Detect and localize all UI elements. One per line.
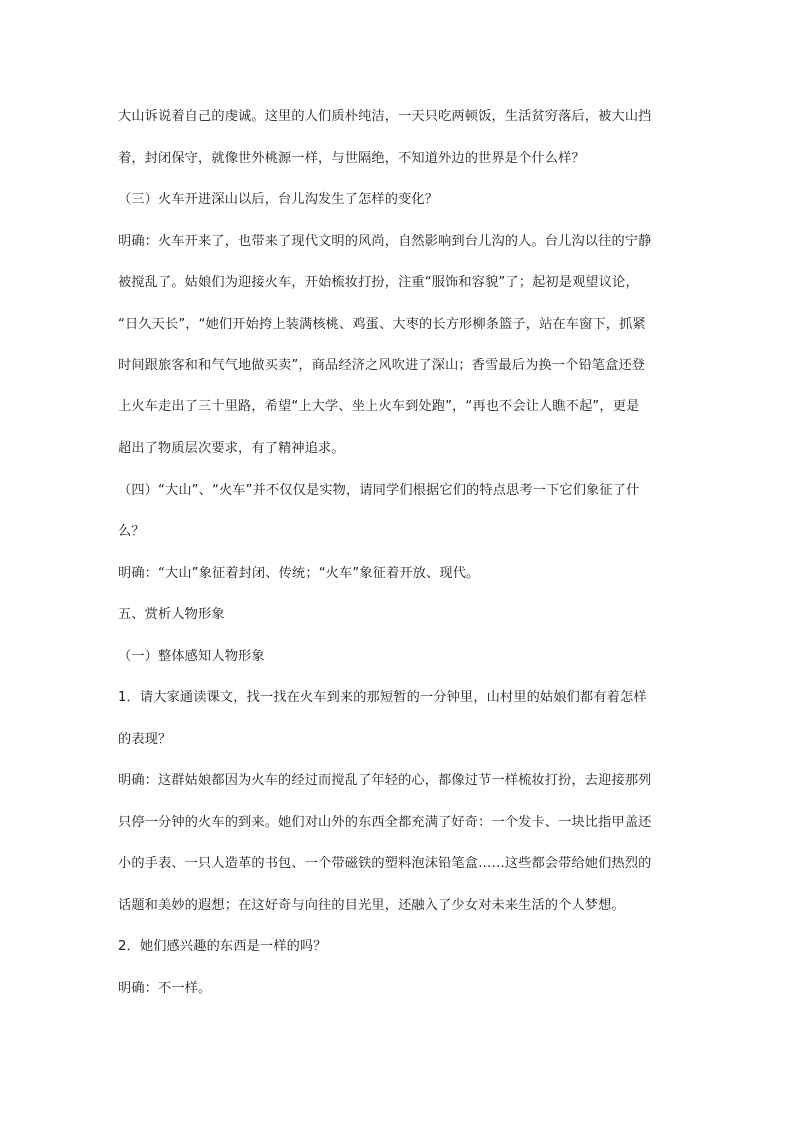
- text-line: 明确：“大山”象征着封闭、传统；“火车”象征着开放、现代。: [118, 566, 480, 581]
- text-line: 被搅乱了。姑娘们为迎接火车，开始梳妆打扮，注重“服饰和容貌”了；起初是观望议论，: [118, 275, 639, 290]
- text-line: 只停一分钟的火车的到来。她们对山外的东西全都充满了好奇：一个发卡、一块比指甲盖还: [118, 815, 652, 830]
- text-line: 么？: [118, 524, 145, 539]
- text-line: 明确：不一样。: [118, 981, 212, 996]
- text-line: 话题和美妙的遐想；在这好奇与向往的目光里，还融入了少女对未来生活的个人梦想。: [118, 898, 625, 913]
- text-line: 明确：火车开来了，也带来了现代文明的风尚，自然影响到台儿沟的人。台儿沟以往的宁静: [118, 234, 652, 249]
- section-heading: （一）整体感知人物形象: [118, 649, 265, 664]
- text-line: 小的手表、一只人造革的书包、一个带磁铁的塑料泡沫铅笔盒……这些都会带给她们热烈的: [118, 856, 652, 871]
- question-line: 2．她们感兴趣的东西是一样的吗？: [118, 939, 327, 954]
- text-line: 上火车走出了三十里路，希望“上大学、坐上火车到处跑”，“再也不会让人瞧不起”，更是: [118, 399, 640, 414]
- text-line: 着，封闭保守，就像世外桃源一样，与世隔绝，不知道外边的世界是个什么样？: [118, 151, 585, 166]
- section-heading: （三）火车开进深山以后，台儿沟发生了怎样的变化？: [118, 192, 439, 207]
- question-line: 1．请大家通读课文，找一找在火车到来的那短暂的一分钟里，山村里的姑娘们都有着怎样: [118, 690, 647, 705]
- section-heading: 五、赏析人物形象: [118, 607, 225, 622]
- text-line: “日久天长”，“她们开始挎上装满核桃、鸡蛋、大枣的长方形柳条篮子，站在车窗下，抓紧: [118, 317, 646, 332]
- text-line: 大山诉说着自己的虔诚。这里的人们质朴纯洁，一天只吃两顿饭，生活贫穷落后，被大山挡: [118, 109, 652, 124]
- text-line: 明确：这群姑娘都因为火车的经过而搅乱了年轻的心，都像过节一样梳妆打扮，去迎接那列: [118, 773, 652, 788]
- section-heading: （四）“大山”、“火车”并不仅仅是实物，请同学们根据它们的特点思考一下它们象征了什: [118, 483, 640, 498]
- text-line: 超出了物质层次要求，有了精神追求。: [118, 441, 345, 456]
- text-line: 时间跟旅客和和气气地做买卖”，商品经济之风吹进了深山；香雪最后为换一个铅笔盒还登: [118, 358, 646, 373]
- question-line: 的表现？: [118, 732, 172, 747]
